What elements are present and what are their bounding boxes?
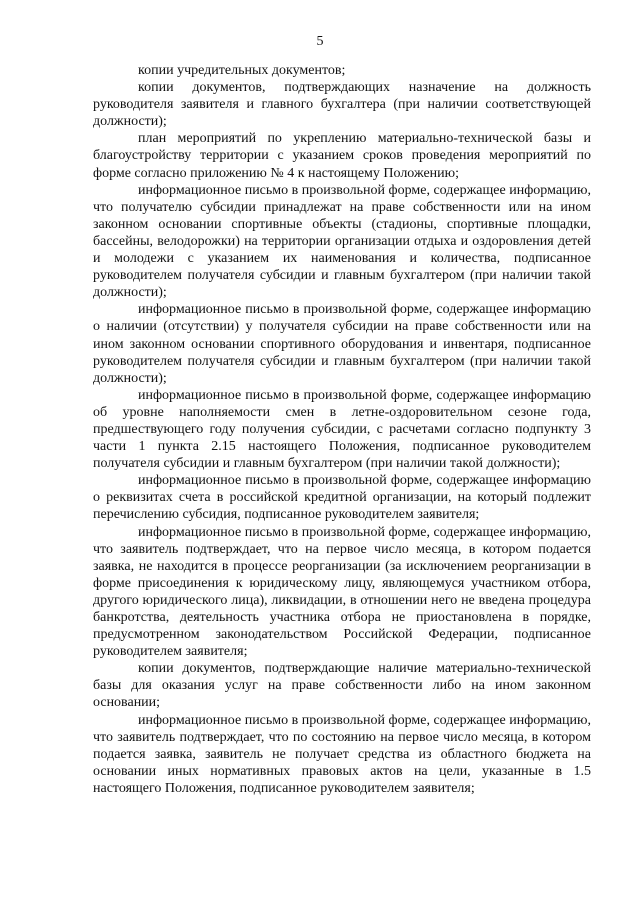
paragraph-improvement-plan: план мероприятий по укреплению материально-технической базы и благоустройству территории с указанием сроков проведения мероприятий по форме согласно приложению № 4 к настоящему Положению; — [93, 131, 591, 181]
paragraph-founding-documents: копии учредительных документов; — [138, 63, 346, 78]
paragraph-bank-account-letter: информационное письмо в произвольной форме, содержащее информацию о реквизитах счета в российской кредитной организации, на который подлежит перечислению субсидия, подписанное руководителем заявителя; — [93, 473, 591, 523]
paragraph-material-base-documents: копии документов, подтверждающие наличие материально-технической базы для оказания услуг на праве собственности либо на ином законном основании; — [93, 661, 591, 711]
paragraph-appointment-documents: копии документов, подтверждающих назначение на должность руководителя заявителя и главного бухгалтера (при наличии соответствующей должности); — [93, 80, 591, 130]
paragraph-occupancy-letter: информационное письмо в произвольной форме, содержащее информацию об уровне наполняемости смен в летне-оздоровительном сезоне года, предшествующего году получения субсидии, с расчетами согласно подпункту 3 части 1 пункта 2.15 настоящего Положения, подписанное руководителем получателя субсидии и главным бухгалтером (при наличии такой должности); — [93, 387, 591, 472]
paragraph-sports-facilities-letter: информационное письмо в произвольной форме, содержащее информацию, что получателю субсидии принадлежат на праве собственности или на ином законном основании спортивные объекты (стадионы, спортивные площадки, бассейны, велодорожки) на территории организации отдыха и оздоровления детей и молодежи с указанием их наименования и количества, подписанное руководителем получателя субсидии и главным бухгалтером (при наличии такой должности); — [93, 182, 591, 301]
paragraph-reorganization-letter: информационное письмо в произвольной форме, содержащее информацию, что заявитель подтверждает, что на первое число месяца, в котором подается заявка, не находится в процессе реорганизации (за исключением реорганизации в форме присоединения к юридическому лицу, являющемуся участником отбора, другого юридического лица), ликвидации, в отношении него не введена процедура банкротства, деятельность участника отбора не приостановлена в порядке, предусмотренном законодательством Российской Федерации, подписанное руководителем заявителя; — [93, 524, 591, 660]
page-number: 5 — [316, 34, 324, 49]
paragraph-sports-equipment-letter: информационное письмо в произвольной форме, содержащее информацию о наличии (отсутствии) у получателя субсидии на праве собственности или на ином законном основании спортивного оборудования и инвентаря, подписанное руководителем получателя субсидии и главным бухгалтером (при наличии такой должности); — [93, 302, 591, 386]
document-body — [93, 62, 591, 797]
paragraph-regional-budget-letter: информационное письмо в произвольной форме, содержащее информацию, что заявитель подтверждает, что по состоянию на первое число месяца, в котором подается заявка, заявитель не получает средства из областного бюджета на основании иных нормативных правовых актов на цели, указанные в 1.5 настоящего Положения, подписанное руководителем заявителя; — [93, 712, 591, 796]
